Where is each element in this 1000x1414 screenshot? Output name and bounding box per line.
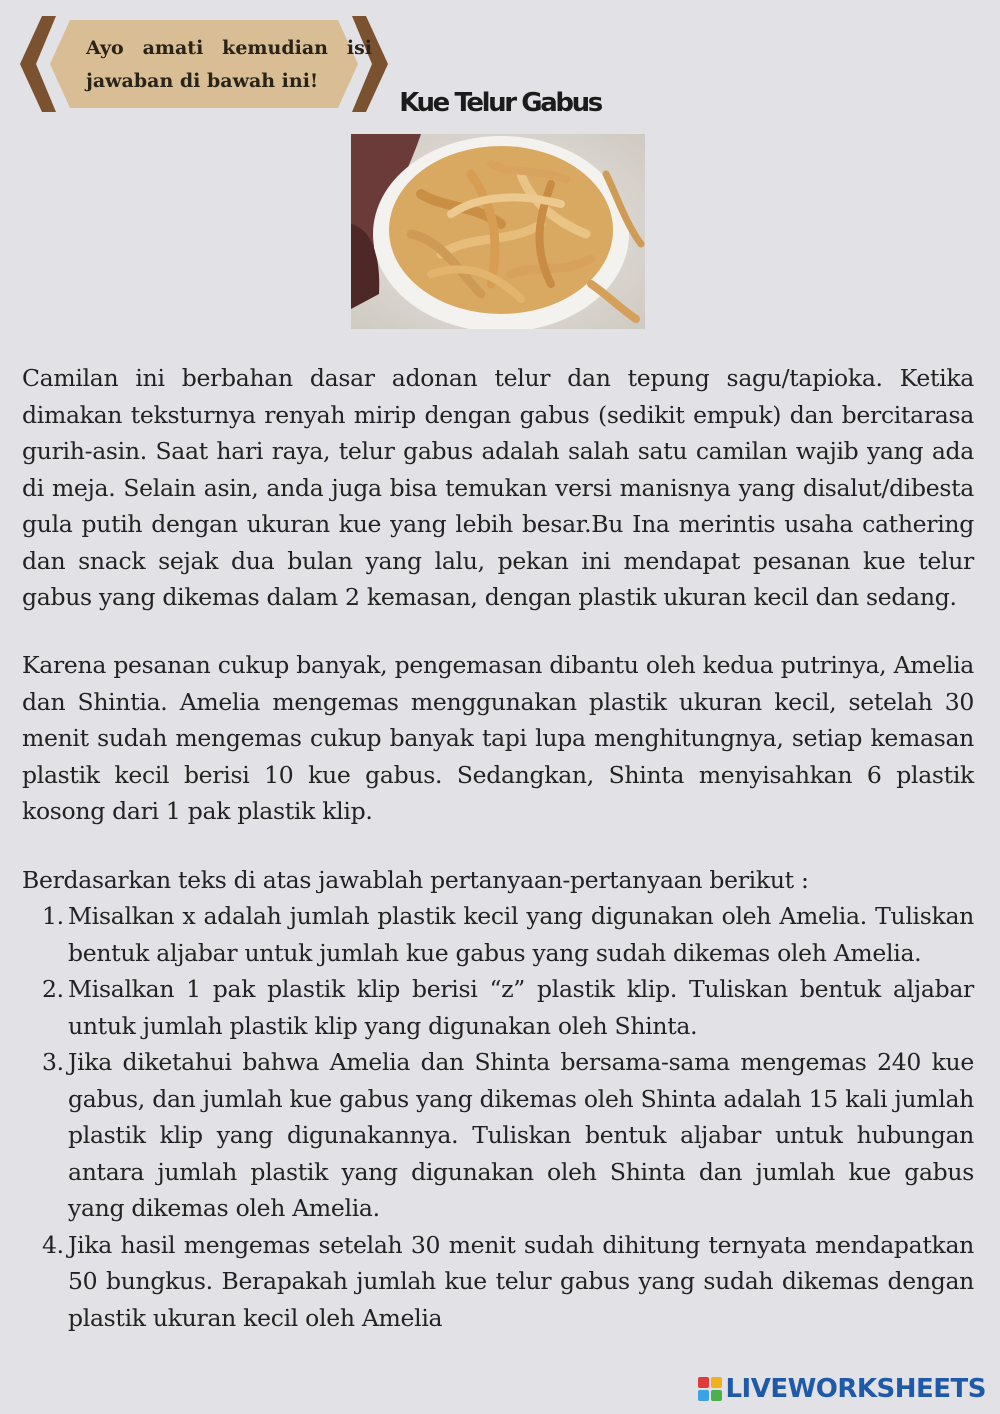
question-list bbox=[22, 898, 974, 1336]
questions-intro: Berdasarkan teks di atas jawablah pertanyaan-pertanyaan berikut : bbox=[22, 866, 809, 894]
fried-snack-bowl-icon bbox=[351, 134, 645, 329]
question-item bbox=[22, 1044, 974, 1227]
snack-photo bbox=[351, 134, 645, 329]
question-item bbox=[22, 971, 974, 1044]
logo-text: LIVEWORKSHEETS bbox=[725, 1374, 986, 1404]
question-item bbox=[22, 898, 974, 971]
question-number: 4. bbox=[42, 1230, 64, 1259]
question-item bbox=[22, 1227, 974, 1337]
question-number: 2. bbox=[42, 975, 64, 1003]
story-paragraph: Karena pesanan cukup banyak, pengemasan dibantu oleh kedua putrinya, Amelia dan Shintia. Amelia mengemas menggunakan plastik ukuran kecil, setelah 30 menit sudah mengemas cukup banyak tapi lupa menghitungnya, setiap kemasan plastik kecil berisi 10 kue gabus. Sedangkan, Shinta menyisahkan 6 plastik kosong dari 1 pak plastik klip. bbox=[22, 651, 974, 825]
description-paragraph: Camilan ini berbahan dasar adonan telur dan tepung sagu/tapioka. Ketika dimakan teksturnya renyah mirip dengan gabus (sedikit empuk) dan bercitarasa gurih-asin. Saat hari raya, telur gabus adalah salah satu camilan wajib yang ada di meja. Selain asin, anda juga bisa temukan versi manisnya yang disalut/dibesta gula putih dengan ukuran kue yang lebih besar.Bu Ina merintis usaha cathering dan snack sejak dua bulan yang lalu, pekan ini mendapat pesanan kue telur gabus yang dikemas dalam 2 kemasan, dengan plastik ukuran kecil dan sedang. bbox=[22, 364, 974, 611]
liveworksheets-logo[interactable] bbox=[698, 1372, 986, 1406]
instruction-banner bbox=[20, 14, 390, 114]
page-title: Kue Telur Gabus bbox=[399, 88, 601, 118]
liveworksheets-logo-icon bbox=[698, 1377, 722, 1401]
question-number: 1. bbox=[42, 902, 64, 930]
question-text: Jika hasil mengemas setelah 30 menit sudah dihitung ternyata mendapatkan 50 bungkus. Berapakah jumlah kue telur gabus yang sudah dikemas dengan plastik ukuran kecil oleh Amelia bbox=[68, 1230, 974, 1332]
question-text: Misalkan 1 pak plastik klip berisi “z” plastik klip. Tuliskan bentuk aljabar untuk jumlah plastik klip yang digunakan oleh Shinta. bbox=[68, 975, 974, 1040]
question-text: Misalkan x adalah jumlah plastik kecil yang digunakan oleh Amelia. Tuliskan bentuk aljabar untuk jumlah kue gabus yang sudah dikemas oleh Amelia. bbox=[68, 902, 974, 967]
question-text: Jika diketahui bahwa Amelia dan Shinta bersama-sama mengemas 240 kue gabus, dan jumlah kue gabus yang dikemas oleh Shinta adalah 15 kali jumlah plastik klip yang digunakannya. Tuliskan bentuk aljabar untuk hubungan antara jumlah plastik yang digunakan oleh Shinta dan jumlah kue gabus yang dikemas oleh Amelia. bbox=[68, 1048, 974, 1222]
question-number: 3. bbox=[42, 1048, 64, 1076]
instruction-text: Ayo amati kemudian isi jawaban di bawah ini! bbox=[86, 37, 372, 92]
